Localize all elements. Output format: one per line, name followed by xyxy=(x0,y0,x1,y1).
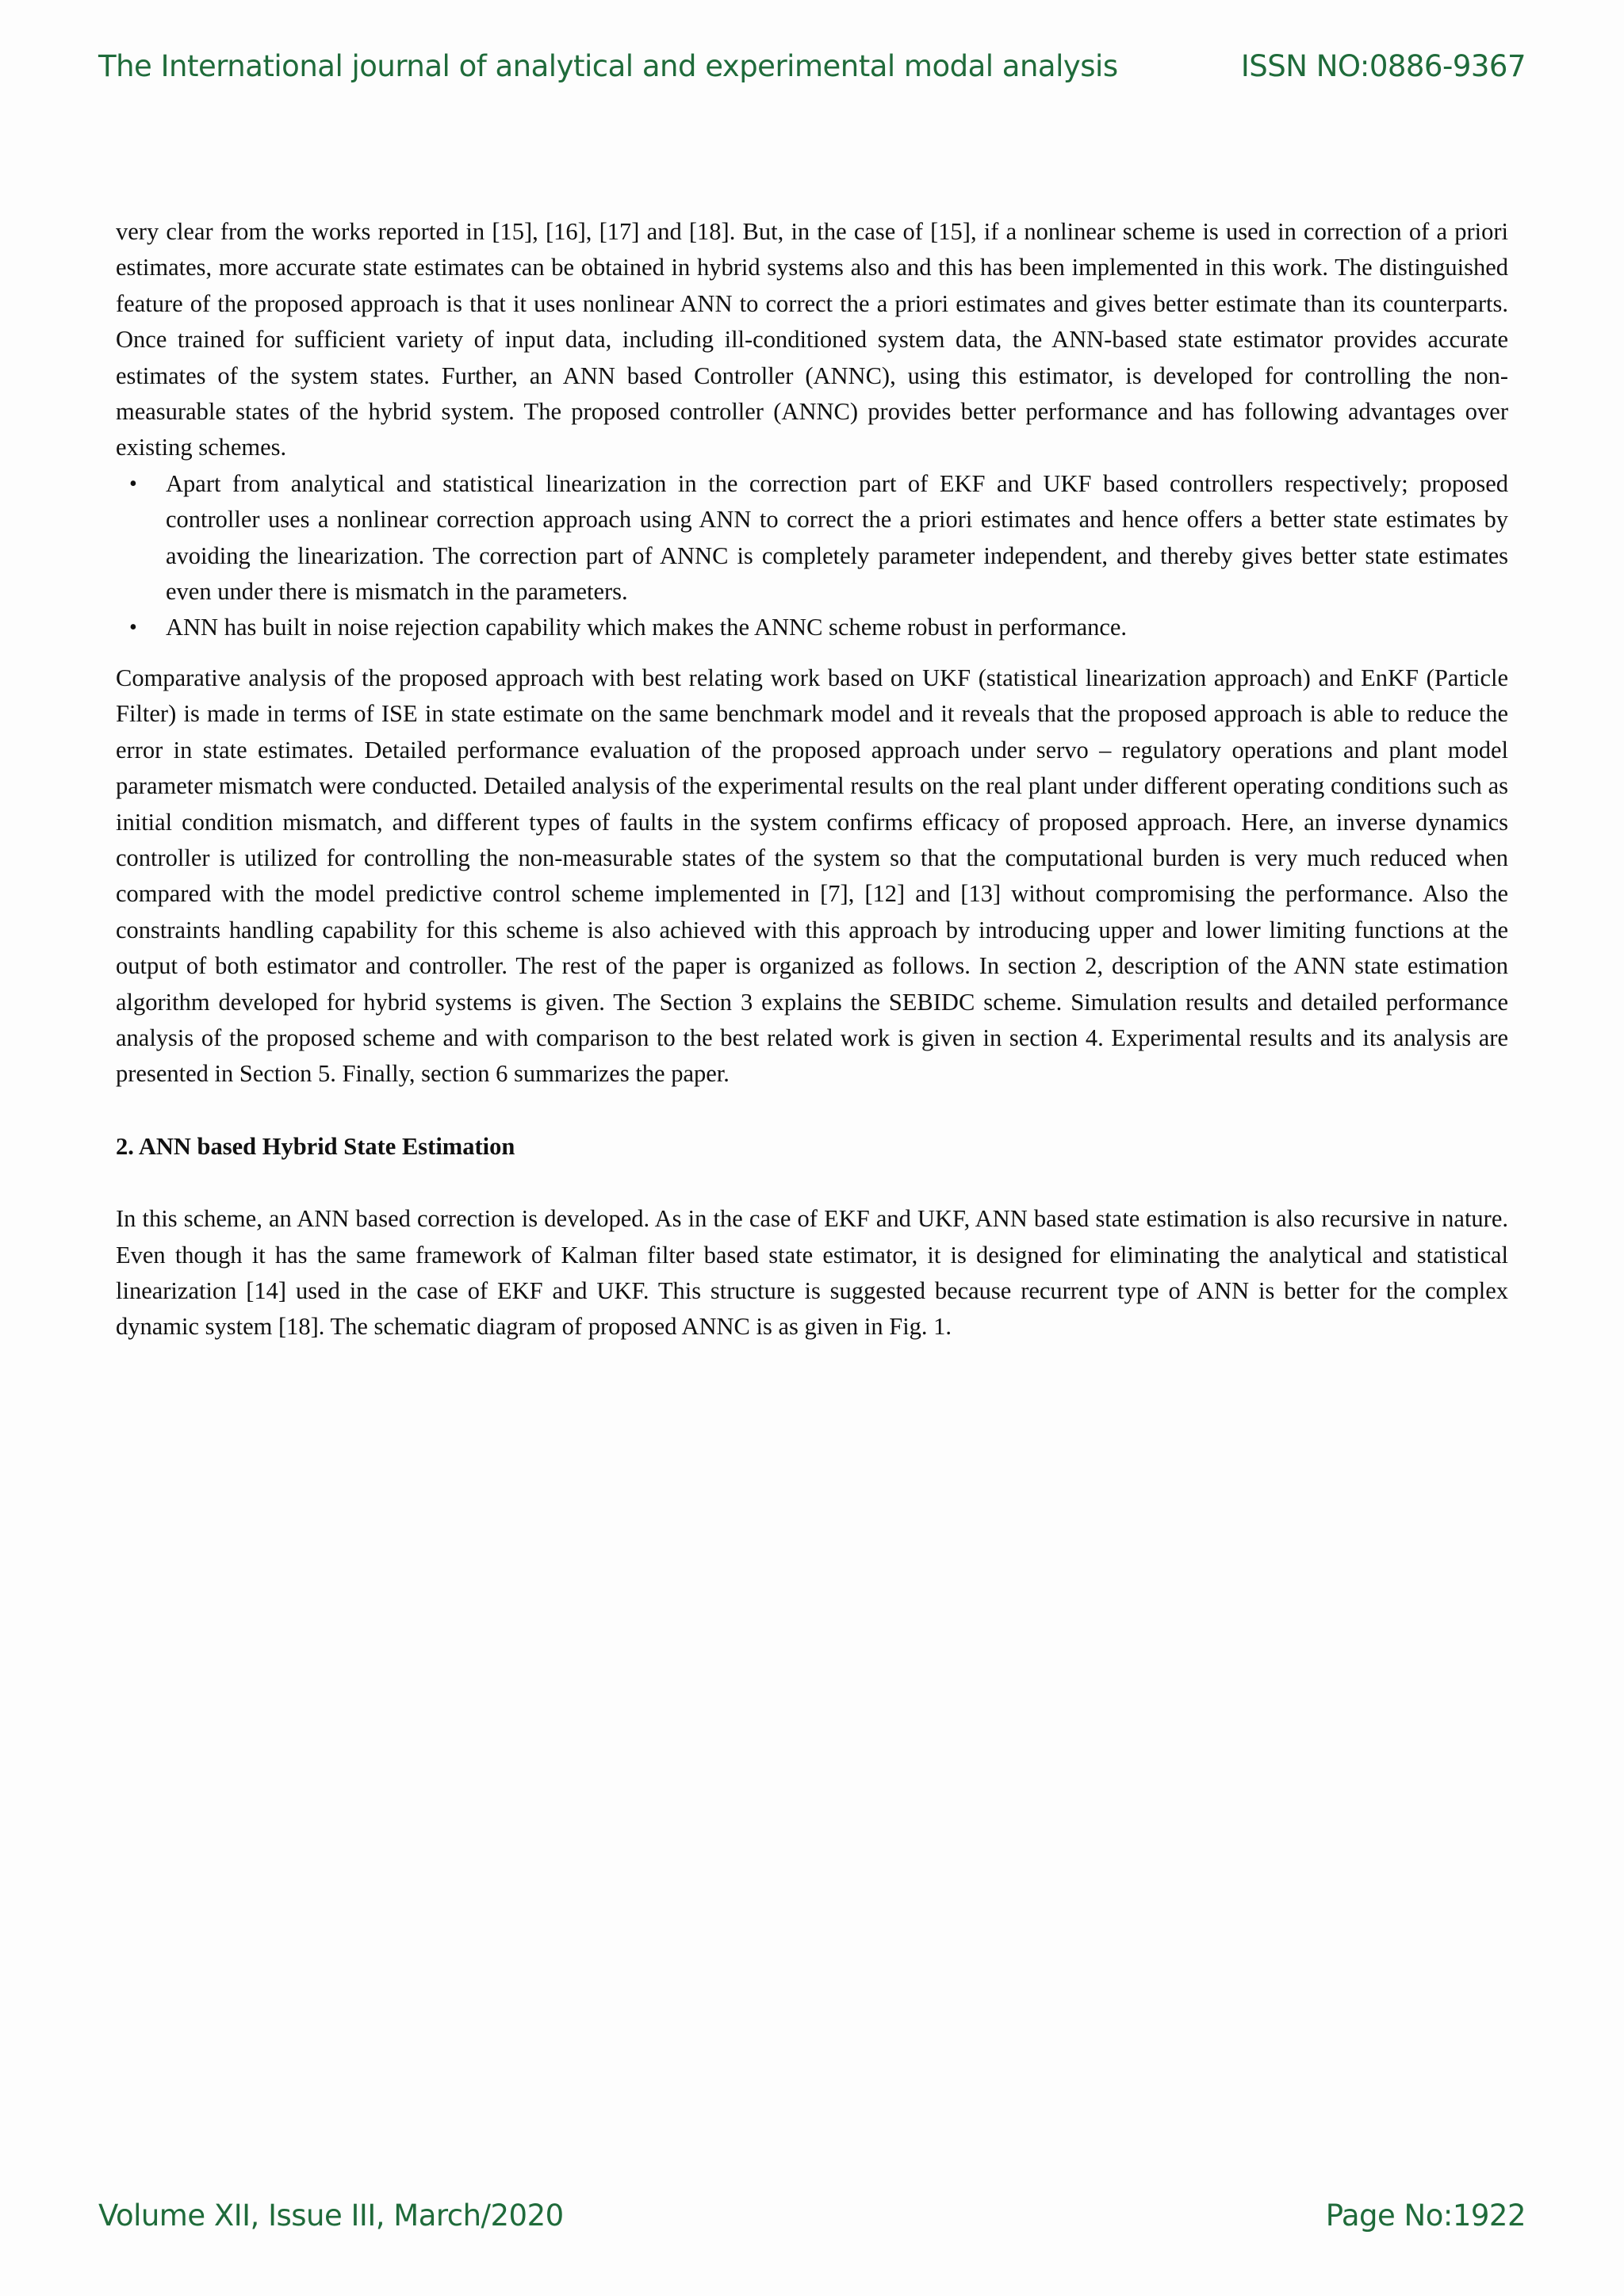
page-number: Page No:1922 xyxy=(1325,2198,1526,2233)
page-header xyxy=(98,49,1526,83)
comparative-paragraph: Comparative analysis of the proposed approach with best relating work based on UKF (statistical linearization approach) and EnKF (Particle Filter) is made in terms of ISE in state estimate on the same benchmark model and it reveals that the proposed approach is able to reduce the error in state estimates. Detailed performance evaluation of the proposed approach under servo – regulatory operations and plant model parameter mismatch were conducted. Detailed analysis of the experimental results on the real plant under different operating conditions such as initial condition mismatch, and different types of faults in the system confirms efficacy of proposed approach. Here, an inverse dynamics controller is utilized for controlling the non-measurable states of the system so that the computational burden is very much reduced when compared with the model predictive control scheme implemented in [7], [12] and [13] without compromising the performance. Also the constraints handling capability for this scheme is also achieved with this approach by introducing upper and lower limiting functions at the output of both estimator and controller. The rest of the paper is organized as follows. In section 2, description of the ANN state estimation algorithm developed for hybrid systems is given. The Section 3 explains the SEBIDC scheme. Simulation results and detailed performance analysis of the proposed scheme and with comparison to the best related work is given in section 4. Experimental results and its analysis are presented in Section 5. Finally, section 6 summarizes the paper. xyxy=(116,664,1508,1088)
scheme-paragraph: In this scheme, an ANN based correction is developed. As in the case of EKF and UKF, ANN based state estimation is also recursive in nature. Even though it has the same framework of Kalman filter based state estimator, it is designed for eliminating the analytical and statistical linearization [14] used in the case of EKF and UKF. This structure is suggested because recurrent type of ANN is better for the complex dynamic system [18]. The schematic diagram of proposed ANNC is as given in Fig. 1. xyxy=(116,1205,1508,1341)
journal-title: The International journal of analytical and experimental modal analysis xyxy=(98,49,1118,83)
article-body xyxy=(116,214,1508,1345)
issn-number: ISSN NO:0886-9367 xyxy=(1240,49,1526,83)
section-heading: 2. ANN based Hybrid State Estimation xyxy=(116,1132,515,1160)
volume-issue: Volume XII, Issue III, March/2020 xyxy=(98,2198,564,2233)
bullet-icon: • xyxy=(129,471,137,496)
list-item xyxy=(129,610,1508,645)
intro-paragraph: very clear from the works reported in [15], [16], [17] and [18]. But, in the case of [15], if a nonlinear scheme is used in correction of a priori estimates, more accurate state estimates can be obtained in hybrid systems also and this has been implemented in this work. The distinguished feature of the proposed approach is that it uses nonlinear ANN to correct the a priori estimates and gives better estimate than its counterparts. Once trained for sufficient variety of input data, including ill-conditioned system data, the ANN-based state estimator provides accurate estimates of the system states. Further, an ANN based Controller (ANNC), using this estimator, is developed for controlling the non-measurable states of the hybrid system. The proposed controller (ANNC) provides better performance and has following advantages over existing schemes. xyxy=(116,218,1508,461)
bullet-icon: • xyxy=(129,615,137,641)
page-footer xyxy=(98,2198,1526,2233)
list-item-text: Apart from analytical and statistical linearization in the correction part of EKF and UKF based controllers respectively; proposed controller uses a nonlinear correction approach using ANN to correct the a priori estimates and hence offers a better state estimates by avoiding the linearization. The correction part of ANNC is completely parameter independent, and thereby gives better state estimates even under there is mismatch in the parameters. xyxy=(166,469,1508,606)
list-item xyxy=(129,466,1508,610)
advantages-list xyxy=(116,466,1508,646)
list-item-text: ANN has built in noise rejection capability which makes the ANNC scheme robust in performance. xyxy=(166,614,1128,641)
